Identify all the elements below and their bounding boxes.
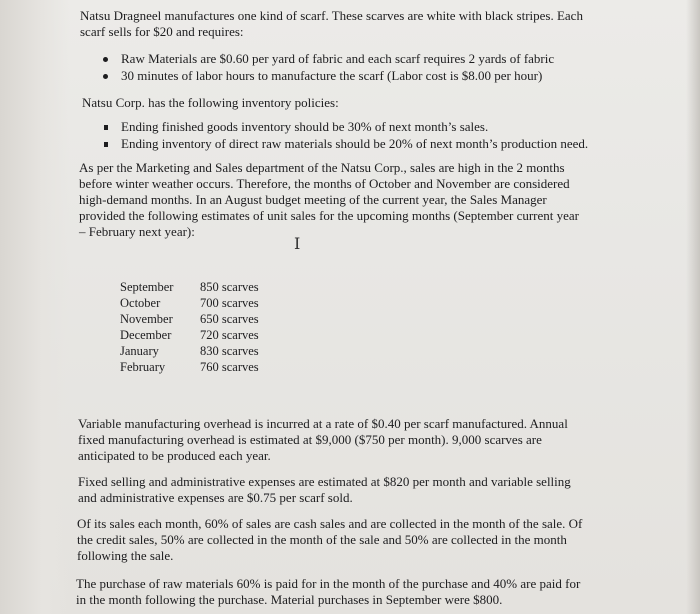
marketing-paragraph — [79, 160, 579, 240]
overhead-paragraph — [78, 416, 568, 464]
selling-admin-paragraph — [78, 474, 571, 506]
collections-line: the credit sales, 50% are collected in the month of the sale and 50% are collected in the month — [77, 532, 567, 547]
collections-line: Of its sales each month, 60% of sales are cash sales and are collected in the month of the sale. Of — [77, 516, 583, 531]
bullet-square-icon — [104, 125, 108, 130]
month-cell: February — [120, 360, 166, 374]
marketing-line: high-demand months. In an August budget meeting of the current year, the Sales Manager — [79, 192, 547, 207]
collections-line: following the sale. — [77, 548, 174, 563]
policy-item: Ending finished goods inventory should be 30% of next month’s sales. — [121, 119, 489, 134]
month-cell: September — [120, 280, 174, 294]
page-shadow-left — [0, 0, 70, 614]
month-cell: January — [120, 344, 159, 358]
purchases-line: in the month following the purchase. Material purchases in September were $800. — [76, 592, 503, 607]
units-cell: 830 scarves — [200, 344, 259, 358]
overhead-line: fixed manufacturing overhead is estimated at $9,000 ($750 per month). 9,000 scarves are — [78, 432, 542, 447]
collections-paragraph — [77, 516, 582, 564]
units-cell: 720 scarves — [200, 328, 259, 342]
units-cell: 760 scarves — [200, 360, 259, 374]
marketing-line: – February next year): — [79, 224, 195, 239]
text-cursor-icon: I — [294, 234, 301, 253]
marketing-line: before winter weather occurs. Therefore, the months of October and November are considered — [79, 176, 570, 191]
units-cell: 700 scarves — [200, 296, 259, 310]
overhead-line: anticipated to be produced each year. — [78, 448, 271, 463]
selling-line: and administrative expenses are $0.75 per scarf sold. — [78, 490, 353, 505]
marketing-line: provided the following estimates of unit sales for the upcoming months (September current year — [79, 208, 580, 223]
marketing-line: As per the Marketing and Sales department of the Natsu Corp., sales are high in the 2 months — [79, 160, 565, 175]
month-cell: October — [120, 296, 161, 310]
month-cell: November — [120, 312, 173, 326]
bullet-dot-icon — [103, 57, 108, 62]
month-cell: December — [120, 328, 172, 342]
bullet-dot-icon — [103, 74, 108, 79]
requirement-item: 30 minutes of labor hours to manufacture the scarf (Labor cost is $8.00 per hour) — [121, 68, 543, 83]
intro-paragraph — [80, 8, 583, 40]
requirement-item: Raw Materials are $0.60 per yard of fabric and each scarf requires 2 yards of fabric — [121, 51, 555, 66]
purchases-paragraph — [76, 576, 580, 608]
units-cell: 650 scarves — [200, 312, 259, 326]
overhead-line: Variable manufacturing overhead is incurred at a rate of $0.40 per scarf manufactured. Annual — [78, 416, 568, 431]
intro-line: scarf sells for $20 and requires: — [80, 24, 244, 39]
bullet-square-icon — [104, 142, 108, 147]
page-shadow-right — [686, 0, 700, 614]
units-cell: 850 scarves — [200, 280, 259, 294]
policies-heading: Natsu Corp. has the following inventory policies: — [82, 95, 339, 110]
policy-item: Ending inventory of direct raw materials should be 20% of next month’s production need. — [121, 136, 589, 151]
purchases-line: The purchase of raw materials 60% is paid for in the month of the purchase and 40% are paid for — [76, 576, 581, 591]
selling-line: Fixed selling and administrative expenses are estimated at $820 per month and variable selling — [78, 474, 571, 489]
intro-line: Natsu Dragneel manufactures one kind of scarf. These scarves are white with black stripes. Each — [80, 8, 583, 23]
